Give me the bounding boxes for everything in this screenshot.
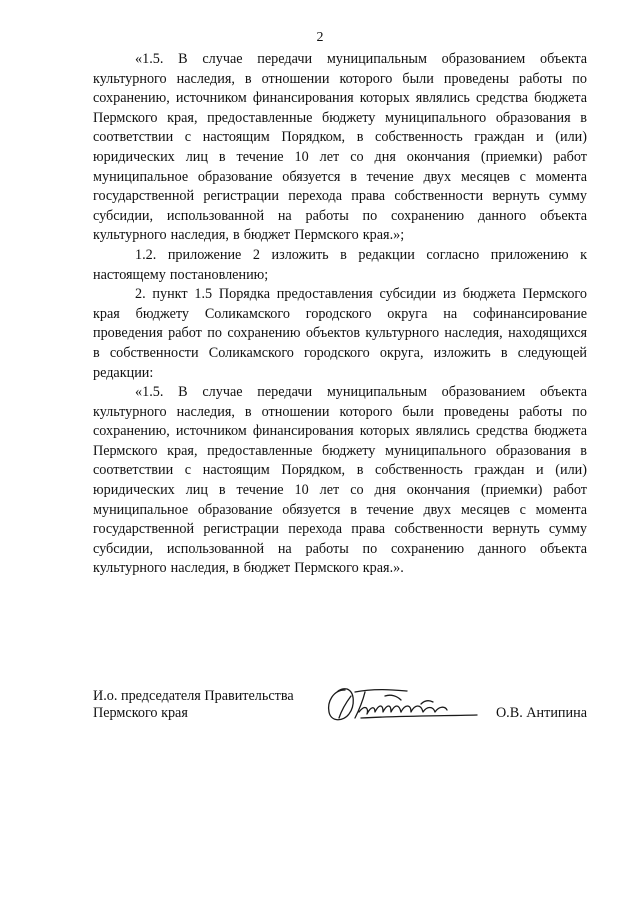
paragraph-quoted-clause-2: «1.5. В случае передачи муниципальным образованием объекта культурного наследия, в отношении которого были проведены работы по сохранению, источником финансирования которых являлись средства бюджета Пермского края, предоставленные бюджету муниципального образования в соответствии с настоящим Порядком, в собственность граждан и (или) юридических лиц в течение 10 лет со дня окончания (приемки) работ муниципальное образование обязуется в течение двух месяцев с момента государственной регистрации перехода права собственности вернуть сумму субсидии, использованной на работы по сохранению данного объекта культурного наследия, в бюджет Пермского края.». [93, 384, 587, 577]
position-line-1: И.о. председателя Правительства [93, 688, 294, 704]
paragraph-item-2: 2. пункт 1.5 Порядка предоставления субсидии из бюджета Пермского края бюджету Соликамского городского округа на софинансирование проведения работ по сохранению объектов культурного наследия, находящихся в собственности Соликамского городского округа, изложить в следующей редакции: [93, 286, 587, 381]
position-line-2: Пермского края [93, 705, 188, 721]
paragraph-item-1-2: 1.2. приложение 2 изложить в редакции согласно приложению к настоящему постановлению; [93, 246, 587, 283]
paragraph-quoted-clause-1: «1.5. В случае передачи муниципальным образованием объекта культурного наследия, в отношении которого были проведены работы по сохранению, источником финансирования которых являлись средства бюджета Пермского края, предоставленные бюджету муниципального образования в соответствии с настоящим Порядком, в собственность граждан и (или) юридических лиц в течение 10 лет со дня окончания (приемки) работ муниципальное образование обязуется в течение двух месяцев с момента государственной регистрации перехода права собственности вернуть сумму субсидии, использованной на работы по сохранению данного объекта культурного наследия, в бюджет Пермского края.»; [93, 51, 587, 244]
page-number: 2 [316, 30, 324, 45]
document-body [93, 50, 587, 579]
signature-block [93, 688, 587, 728]
handwritten-signature [325, 682, 485, 724]
signatory-position [93, 688, 294, 722]
signer-name: О.В. Антипина [495, 705, 587, 721]
